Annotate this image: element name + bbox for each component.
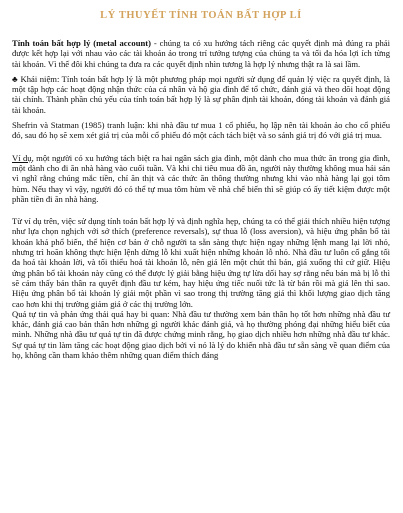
paragraph-concept-text: Khái niệm: Tính toán bất hợp lý là một phương pháp mọi người sử dụng để quản lý việc ra quyết định, là một tập hợp các hoạt động nhận thức của cá nhân và hộ gia đình để tổ chức, đánh giá và theo dõi hoạt động tài chính. Thành phần chủ yếu của tính toán bất hợp lý là sự phân định tài khoản, đóng tài khoản và đánh giá tài khoản.: [12, 73, 390, 115]
club-bullet-icon: ♣: [12, 73, 19, 84]
paragraph-example: [12, 153, 390, 204]
example-lead: Ví dụ: [12, 152, 32, 163]
paragraph-definition-text: - chúng ta có xu hướng tách riêng các quyết định mà đúng ra phải được kết hợp lại với nhau vào các tài khoản ảo trong trí tưởng tượng của chúng ta và tối đa hóa lợi ích từng tài khoản. Vì thế đôi khi chúng ta đưa ra các quyết định nhìn tương là hợp lý nhưng thật ra là sai lầm.: [12, 38, 390, 69]
paragraph-overconfidence: Quá tự tin và phản ứng thái quá hay bi quan: Nhà đầu tư thường xem bản thân họ tốt hơn những nhà đầu tư khác, đánh giá cao bản thân hơn những gì người khác đánh giá, và họ thường phóng đại những hiểu biết của mình. Những nhà đầu tư quá tự tin đã được chứng minh rằng, họ giao dịch nhiều hơn những nhà đầu tư khác. Sự quá tự tin làm tăng các hoạt động giao dịch bởi vì nó là lý do khiến nhà đầu tư sẵn sàng về quan điểm của họ, không cần tham khảo thêm những quan điểm thích đáng: [12, 308, 390, 361]
paragraph-definition: [12, 38, 390, 69]
paragraph-shefrin-statman: Shefrin và Statman (1985) tranh luận: khi nhà đầu tư mua 1 cổ phiếu, họ lập nên tài khoản ảo cho cổ phiếu đó, sau đó họ sẽ xem xét giá trị của mỗi cổ phiếu đó một cách tách biệt và so sánh giá trị đó với giá trị mua.: [12, 120, 390, 141]
paragraph-explanation: Từ ví dụ trên, việc sử dụng tính toán bất hợp lý và định nghĩa hẹp, chúng ta có thể giải thích nhiều hiện tượng như lựa chọn nghịch với sở thích (preference reversals), sự thua lỗ (loss aversion), và hiệu ứng phân bổ tài khoản khá phổ biến, thể hiện cơ bản ở chỗ người ta sẵn sàng thực hiện ngay những lệnh mang lại lời nhỏ, nhưng trì hoãn không thực hiện lệnh dừng lỗ khi xuất hiện những khoản lỗ nhỏ. Nhà đầu tư luôn cố gắng tối đa hoá tài khoản lời, và tối thiểu hoá tài khoản lỗ, nên giá lên một chút thì bán, giá xuống thì cứ giữ. Hiệu ứng phân bổ tài khoản này cũng có thể được lý giải bằng hiệu ứng tự lừa dối hay sợ rằng nếu bán mà bị lỗ thì sẽ cảm thấy bản thân ra quyết định đầu tư kém, hay hiệu ứng tiếc nuối tức là từ bán rồi mà giá lên thì sao. Hiệu ứng phân bổ tài khoản lý giải một phần vì sao trong thị trường tăng giá thì khối lượng giao dịch tăng cao hơn khi thị trường giảm giá ở các thị trường lớn.: [12, 216, 390, 309]
paragraph-example-text: , một người có xu hướng tách biệt ra hai ngân sách gia đình, một dành cho mua thức ăn trong gia đình, một dành cho đi ăn nhà hàng vào cuối tuần. Và khi chi tiêu mua đồ ăn, người này thường không mua hải sản vì nghĩ rằng chúng mắc tiền, chỉ ăn thịt và các thức ăn thông thường nhưng khi vào nhà hàng lại gọi tôm hùm. Nếu thay vì vậy, người đó có thể tự mua tôm hùm về nhà chế biến thì sẽ giúp có ấy tiết kiệm được một phần tiền đi ăn nhà hàng.: [12, 152, 390, 204]
term-metal-account: Tính toán bất hợp lý (metal account): [12, 38, 152, 48]
paragraph-concept: [12, 74, 390, 115]
document-title: LÝ THUYẾT TÍNH TOÁN BẤT HỢP LÍ: [100, 10, 302, 21]
